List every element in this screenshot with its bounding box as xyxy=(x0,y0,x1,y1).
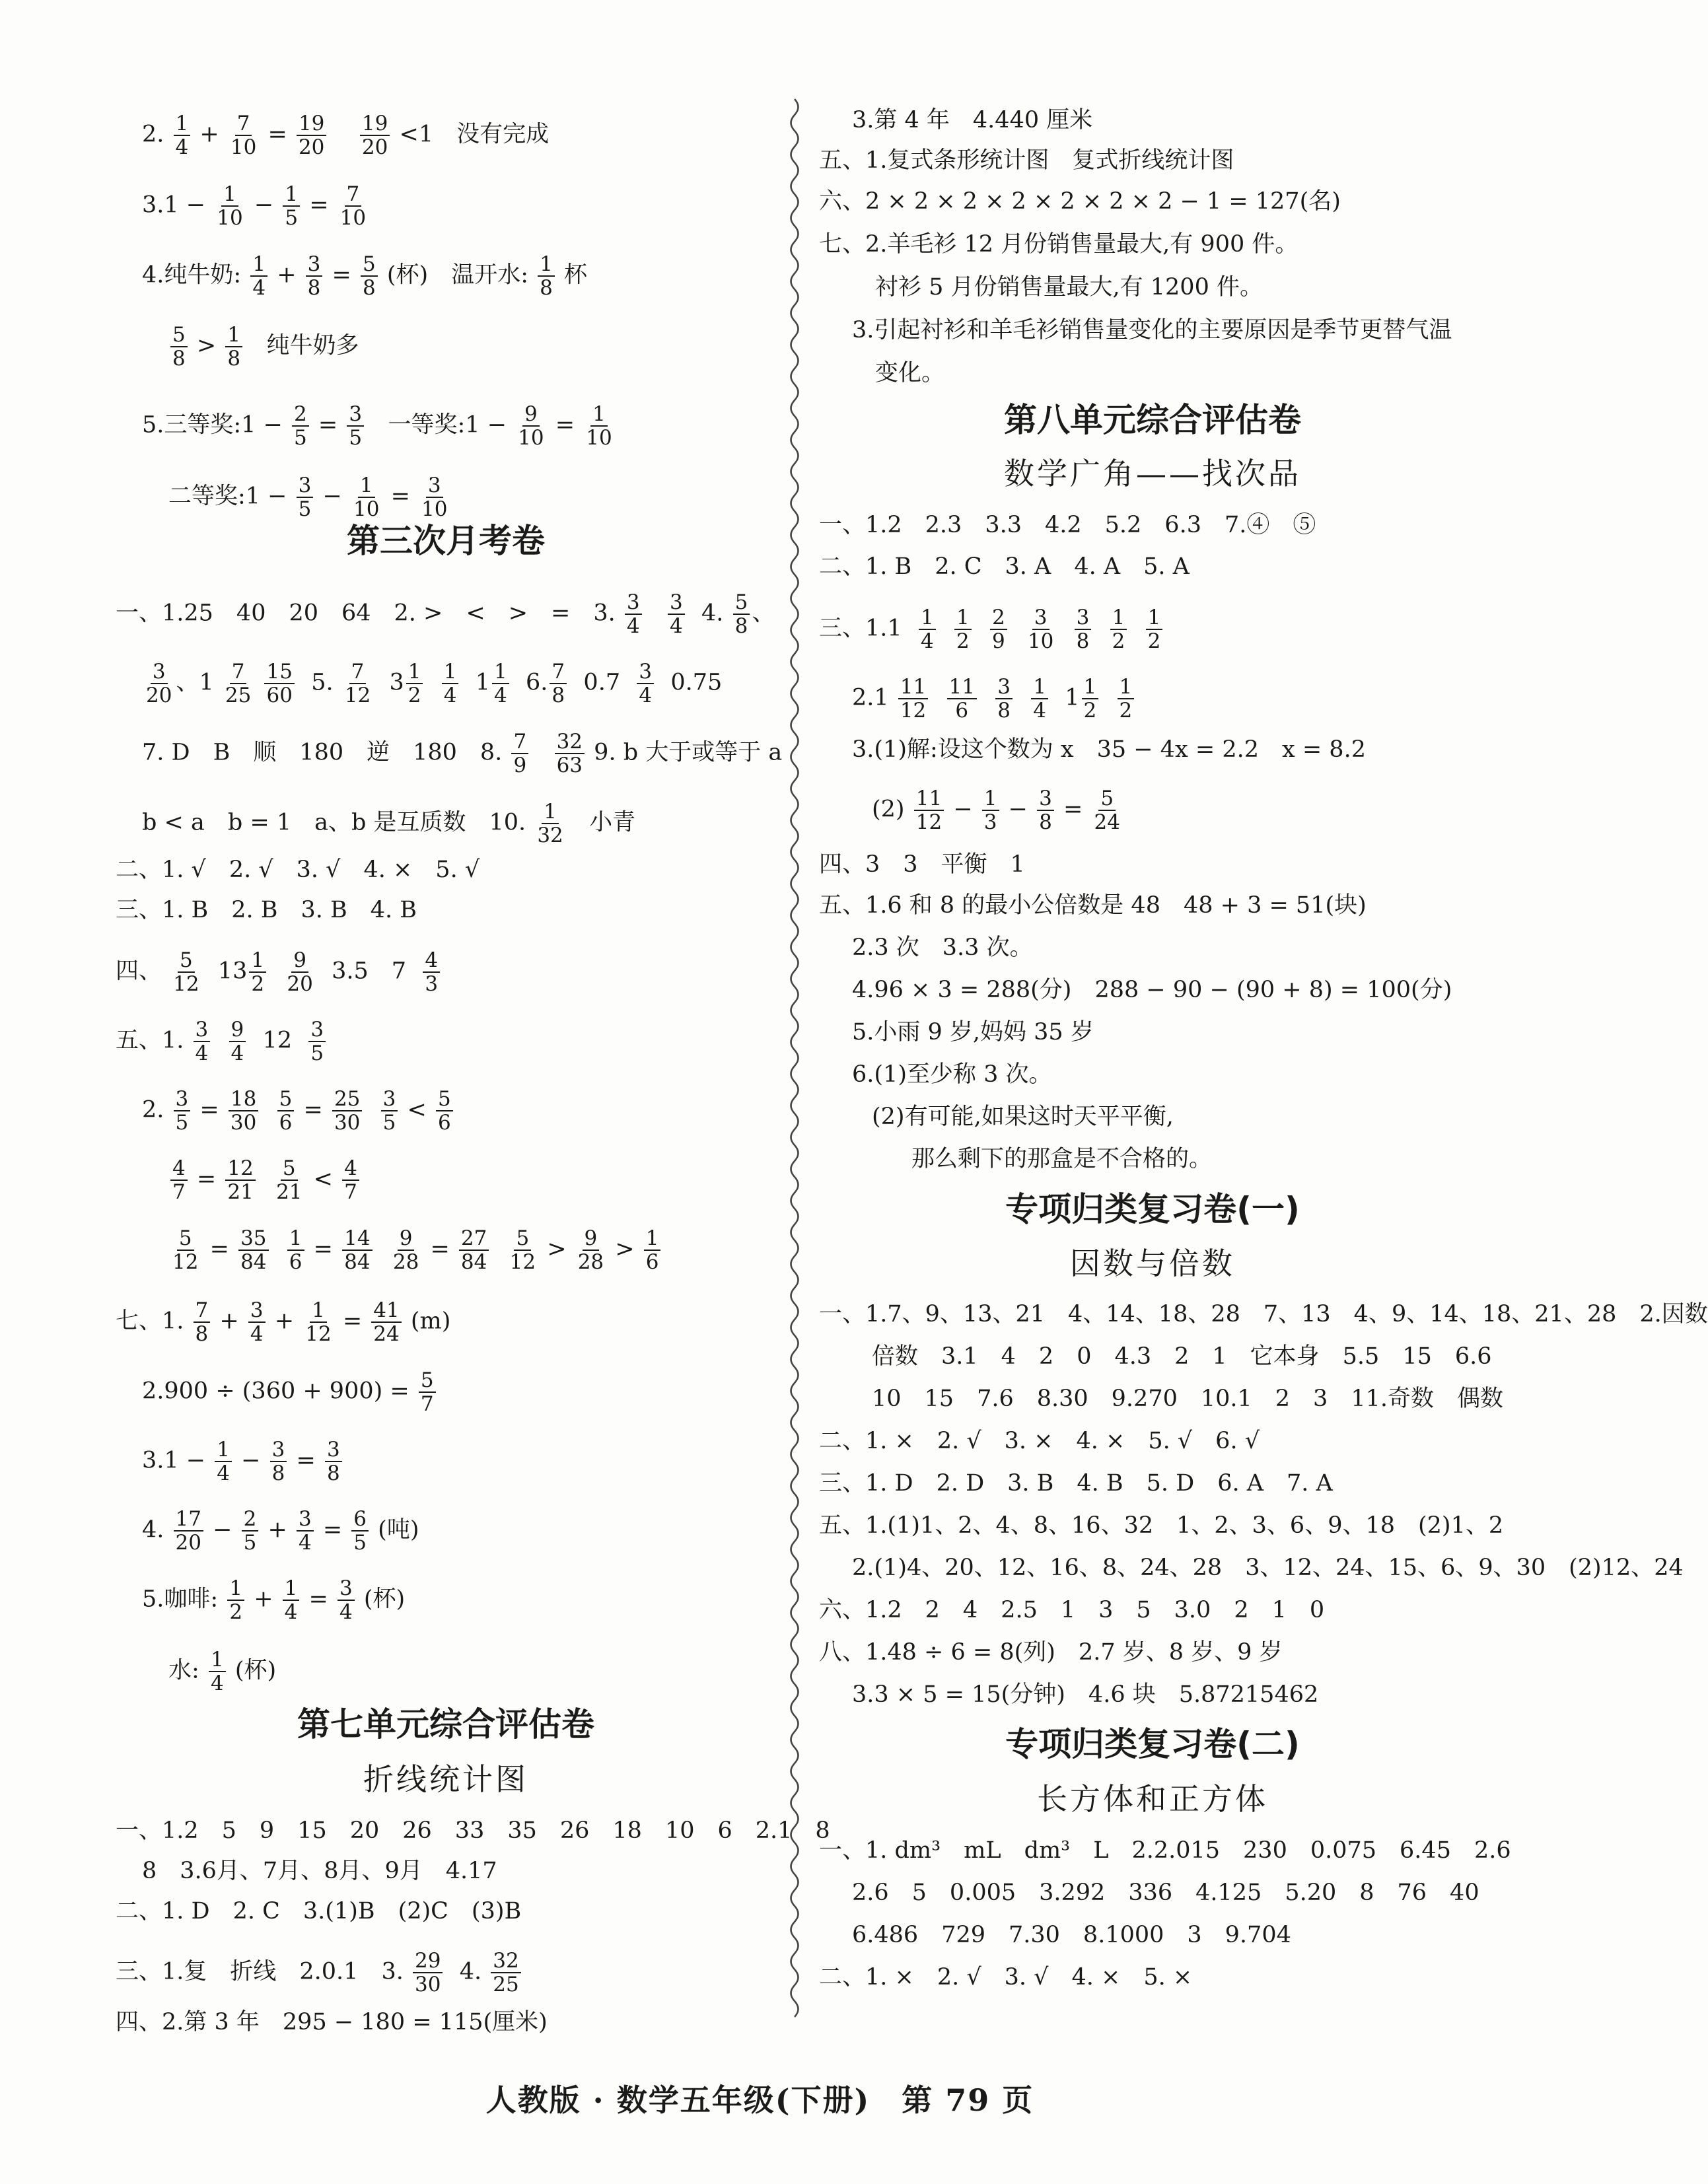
fraction: $\frac{3}{4}$ xyxy=(297,1508,314,1554)
fraction: $\frac{9}{20}$ xyxy=(287,948,313,996)
fraction: $\frac{3}{4}$ xyxy=(668,591,685,637)
answer-line: 二、1. × 2. √ 3. × 4. × 5. √ 6. √ xyxy=(819,1428,1260,1454)
fraction: $\frac{1}{4}$ xyxy=(442,660,459,707)
fraction: $\frac{7}{9}$ xyxy=(511,730,528,777)
fraction: $\frac{3}{5}$ xyxy=(347,403,364,449)
section-title: 第七单元综合评估卷 xyxy=(297,1705,594,1744)
answer-line: 二、1. × 2. √ 3. √ 4. × 5. × xyxy=(819,1964,1193,1990)
fraction: $\frac{1}{10}$ xyxy=(353,474,380,521)
answer-line: 3.引起衬衫和羊毛衫销售量变化的主要原因是季节更替气温 xyxy=(852,317,1452,343)
answer-line: 10 15 7.6 8.30 9.270 10.1 2 3 11.奇数 偶数 xyxy=(872,1386,1503,1412)
book-title: 人教版 · 数学五年级(下册) xyxy=(485,2082,871,2118)
fraction: $\frac{1}{4}$ xyxy=(919,606,936,652)
fraction: $\frac{5}{12}$ xyxy=(173,948,199,996)
answer-line: 衬衫 5 月份销售量最大,有 1200 件。 xyxy=(875,274,1263,300)
fraction: $\frac{1}{4}$ xyxy=(250,253,267,299)
answer-line: 3.3 × 5 = 15(分钟) 4.6 块 5.87215462 xyxy=(852,1681,1319,1708)
fraction: $\frac{1}{2}$ xyxy=(954,606,972,652)
fraction: $\frac{3}{8}$ xyxy=(1037,787,1054,833)
fraction: $\frac{1}{4}$ xyxy=(209,1648,226,1695)
fraction: $\frac{35}{84}$ xyxy=(238,1227,268,1273)
fraction: $\frac{3}{5}$ xyxy=(308,1018,326,1065)
fraction: $\frac{3}{4}$ xyxy=(194,1018,211,1065)
answer-line: 三、1. B 2. B 3. B 4. B xyxy=(116,897,417,923)
fraction: $\frac{11}{12}$ xyxy=(914,787,944,833)
fraction: $\frac{5}{12}$ xyxy=(172,1226,199,1274)
fraction: $\frac{1}{6}$ xyxy=(644,1227,661,1273)
answer-line: 5.咖啡: $\frac{1}{2}$ + $\frac{1}{4}$ = $\frac{3}{4}$ (杯) xyxy=(142,1576,406,1624)
fraction: $\frac{1}{4}$ xyxy=(1031,676,1048,722)
fraction: $\frac{3}{4}$ xyxy=(637,660,654,707)
fraction: $\frac{5}{8}$ xyxy=(170,324,188,370)
fraction: $\frac{3}{8}$ xyxy=(1075,606,1092,652)
fraction: $\frac{29}{30}$ xyxy=(413,1950,443,1996)
fraction: $\frac{2}{5}$ xyxy=(292,403,309,449)
fraction: $\frac{5}{8}$ xyxy=(361,253,378,299)
fraction: $\frac{7}{8}$ xyxy=(194,1299,211,1345)
fraction: $\frac{1}{2}$ xyxy=(1082,676,1099,722)
fraction: $\frac{3}{10}$ xyxy=(421,474,448,521)
answer-line: 七、1. $\frac{7}{8}$ + $\frac{3}{4}$ + $\frac{1}{12}$ = $\frac{41}{24}$ (m) xyxy=(116,1298,451,1346)
answer-line: 五、1.6 和 8 的最小公倍数是 48 48 + 3 = 51(块) xyxy=(819,892,1367,919)
fraction: $\frac{3}{20}$ xyxy=(146,660,172,707)
fraction: $\frac{19}{20}$ xyxy=(297,112,326,159)
fraction: $\frac{1}{8}$ xyxy=(538,253,555,299)
fraction: $\frac{5}{7}$ xyxy=(419,1369,436,1415)
fraction: $\frac{27}{84}$ xyxy=(459,1227,489,1273)
fraction: $\frac{7}{10}$ xyxy=(339,182,367,230)
fraction: $\frac{1}{6}$ xyxy=(287,1227,304,1273)
fraction: $\frac{11}{12}$ xyxy=(898,676,928,722)
answer-line: 2.1 $\frac{11}{12}$ $\frac{11}{6}$ $\frac{3}{8}$ $\frac{1}{4}$ 1 $\frac{1}{2}$ $\frac{1}{2}$ xyxy=(852,676,1136,709)
answer-line: 倍数 3.1 4 2 0 4.3 2 1 它本身 5.5 15 6.6 xyxy=(872,1343,1492,1370)
fraction: $\frac{19}{20}$ xyxy=(360,112,390,159)
fraction: $\frac{2}{5}$ xyxy=(242,1508,259,1554)
fraction: $\frac{11}{6}$ xyxy=(947,676,977,722)
answer-line: b < a b = 1 a、b 是互质数 10. $\frac{1}{32}$ 小青 xyxy=(142,800,636,847)
fraction: $\frac{12}{21}$ xyxy=(225,1157,255,1203)
answer-line: 三、1.1 $\frac{1}{4}$ $\frac{1}{2}$ $\frac{2}{9}$ $\frac{3}{10}$ $\frac{3}{8}$ $\frac{1}{2}$ $\frac{1}{2}$ xyxy=(819,606,1164,639)
answer-line: 6.(1)至少称 3 次。 xyxy=(852,1061,1052,1088)
answer-line: 三、1. D 2. D 3. B 4. B 5. D 6. A 7. A xyxy=(819,1470,1333,1497)
answer-line: $\frac{5}{8}$ > $\frac{1}{8}$ 纯牛奶多 xyxy=(168,324,359,357)
answer-line: 变化。 xyxy=(875,360,945,386)
answer-line: 4.纯牛奶: $\frac{1}{4}$ + $\frac{3}{8}$ = $\frac{5}{8}$ (杯) 温开水: $\frac{1}{8}$ 杯 xyxy=(142,252,588,300)
answer-line: 3.1 − $\frac{1}{10}$ − $\frac{1}{5}$ = $\frac{7}{10}$ xyxy=(142,183,370,216)
fraction: $\frac{7}{8}$ xyxy=(550,660,567,707)
answer-line: 一、1.25 40 20 64 2. > < > = 3. $\frac{3}{4}$ $\frac{3}{4}$ 4. $\frac{5}{8}$ 、 xyxy=(116,590,775,638)
answer-line: 3.(1)解:设这个数为 x 35 − 4x = 2.2 x = 8.2 xyxy=(852,736,1366,763)
answer-line: 2.(1)4、20、12、16、8、24、28 3、12、24、15、6、9、30 (2)12、24 xyxy=(852,1555,1684,1581)
fraction: $\frac{7}{10}$ xyxy=(230,112,257,159)
section-title: 第八单元综合评估卷 xyxy=(1004,401,1301,439)
fraction: $\frac{5}{6}$ xyxy=(436,1088,453,1134)
fraction: $\frac{1}{2}$ xyxy=(1118,676,1135,722)
fraction: $\frac{3}{8}$ xyxy=(306,253,323,299)
answer-line: 一、1. dm³ mL dm³ L 2.2.015 230 0.075 6.45 2.6 xyxy=(819,1837,1511,1864)
fraction: $\frac{5}{8}$ xyxy=(733,591,750,637)
answer-line: 7. D B 顺 180 逆 180 8. $\frac{7}{9}$ $\frac{32}{63}$ 9. b 大于或等于 a xyxy=(142,730,783,777)
fraction: $\frac{2}{9}$ xyxy=(990,606,1007,652)
section-subtitle: 因数与倍数 xyxy=(1070,1246,1235,1281)
fraction: $\frac{1}{4}$ xyxy=(215,1438,232,1485)
fraction: $\frac{1}{32}$ xyxy=(537,800,563,847)
answer-line: (2)有可能,如果这时天平平衡, xyxy=(872,1104,1174,1130)
answer-line: 二等奖:1 − $\frac{3}{5}$ − $\frac{1}{10}$ = $\frac{3}{10}$ xyxy=(168,474,452,507)
fraction: $\frac{1}{2}$ xyxy=(1146,606,1163,652)
answer-line: 一、1.2 5 9 15 20 26 33 35 26 18 10 6 2.1 8 xyxy=(116,1817,830,1844)
fraction: $\frac{9}{28}$ xyxy=(392,1226,419,1274)
fraction: $\frac{32}{63}$ xyxy=(555,730,585,777)
answer-line: 4.96 × 3 = 288(分) 288 − 90 − (90 + 8) = 100(分) xyxy=(852,977,1452,1003)
fraction: $\frac{1}{2}$ xyxy=(227,1577,244,1623)
fraction: $\frac{1}{2}$ xyxy=(406,660,423,707)
answer-line: 2.3 次 3.3 次。 xyxy=(852,934,1033,961)
fraction: $\frac{1}{2}$ xyxy=(1110,606,1127,652)
answer-line: 2.900 ÷ (360 + 900) = $\frac{5}{7}$ xyxy=(142,1369,438,1402)
answer-line: 四、2.第 3 年 295 − 180 = 115(厘米) xyxy=(116,2009,548,2035)
answer-line: 2.6 5 0.005 3.292 336 4.125 5.20 8 76 40 xyxy=(852,1880,1479,1906)
fraction: $\frac{1}{4}$ xyxy=(283,1577,300,1623)
answer-line: 2. $\frac{1}{4}$ + $\frac{7}{10}$ = $\frac{19}{20}$ $\frac{19}{20}$ <1 没有完成 xyxy=(142,112,550,159)
answer-line: 六、2 × 2 × 2 × 2 × 2 × 2 × 2 − 1 = 127(名) xyxy=(819,188,1341,215)
answer-line: 二、1. √ 2. √ 3. √ 4. × 5. √ xyxy=(116,857,480,883)
section-title: 专项归类复习卷(二) xyxy=(1005,1725,1300,1763)
answer-line: 四、 $\frac{5}{12}$ 13 $\frac{1}{2}$ $\frac{9}{20}$ 3.5 7 $\frac{4}{3}$ xyxy=(116,949,442,982)
answer-line: 三、1.复 折线 2.0.1 3. $\frac{29}{30}$ 4. $\frac{32}{25}$ xyxy=(116,1950,523,1983)
fraction: $\frac{9}{10}$ xyxy=(518,402,544,450)
section-title: 第三次月考卷 xyxy=(347,522,545,560)
section-subtitle: 折线统计图 xyxy=(363,1761,528,1797)
fraction: $\frac{1}{12}$ xyxy=(305,1298,332,1346)
answer-line: 六、1.2 2 4 2.5 1 3 5 3.0 2 1 0 xyxy=(819,1597,1325,1623)
fraction: $\frac{3}{4}$ xyxy=(248,1299,266,1345)
fraction: $\frac{41}{24}$ xyxy=(371,1299,401,1345)
fraction: $\frac{32}{25}$ xyxy=(491,1950,520,1996)
answer-line: 5.三等奖:1 − $\frac{2}{5}$ = $\frac{3}{5}$ 一等奖:1 − $\frac{9}{10}$ = $\frac{1}{10}$ xyxy=(142,403,616,436)
answer-line: $\frac{5}{12}$ = $\frac{35}{84}$ $\frac{1}{6}$ = $\frac{14}{84}$ $\frac{9}{28}$ = $\frac{27}{84}$ $\frac{5}{12}$ > $\frac{9}{28}$ > $\frac{1}{6}$ xyxy=(168,1227,662,1260)
fraction: $\frac{3}{5}$ xyxy=(297,474,314,520)
answer-line: 3.1 − $\frac{1}{4}$ − $\frac{3}{8}$ = $\frac{3}{8}$ xyxy=(142,1438,344,1471)
answer-line: 2. $\frac{3}{5}$ = $\frac{18}{30}$ $\frac{5}{6}$ = $\frac{25}{30}$ $\frac{3}{5}$ < $\frac{5}{6}$ xyxy=(142,1088,455,1121)
fraction: $\frac{3}{4}$ xyxy=(338,1577,355,1623)
fraction: $\frac{1}{5}$ xyxy=(283,183,300,229)
answer-line: 一、1.2 2.3 3.3 4.2 5.2 6.3 7.④ ⑤ xyxy=(819,512,1316,538)
answer-line: 那么剩下的那盒是不合格的。 xyxy=(911,1146,1213,1172)
answer-line: 5.小雨 9 岁,妈妈 35 岁 xyxy=(852,1019,1094,1045)
fraction: $\frac{4}{3}$ xyxy=(423,949,440,995)
fraction: $\frac{1}{8}$ xyxy=(225,324,242,370)
answer-line: 水: $\frac{1}{4}$ (杯) xyxy=(168,1648,277,1695)
fraction: $\frac{18}{30}$ xyxy=(229,1088,258,1134)
fraction: $\frac{1}{10}$ xyxy=(217,182,243,230)
item-number: 2. xyxy=(142,121,164,148)
fraction: $\frac{14}{84}$ xyxy=(342,1227,372,1273)
answer-line: 四、3 3 平衡 1 xyxy=(819,851,1025,878)
answer-line: 五、1.复式条形统计图 复式折线统计图 xyxy=(819,147,1234,174)
fraction: $\frac{4}{7}$ xyxy=(170,1157,188,1203)
fraction: $\frac{5}{21}$ xyxy=(276,1156,302,1204)
fraction: $\frac{7}{12}$ xyxy=(344,660,371,707)
fraction: $\frac{7}{25}$ xyxy=(225,660,252,707)
fraction: $\frac{3}{8}$ xyxy=(325,1438,342,1485)
fraction: $\frac{1}{2}$ xyxy=(249,949,266,995)
fraction: $\frac{1}{3}$ xyxy=(982,787,999,833)
fraction: $\frac{17}{20}$ xyxy=(174,1508,203,1554)
fraction: $\frac{3}{5}$ xyxy=(381,1088,398,1134)
fraction: $\frac{9}{4}$ xyxy=(229,1018,246,1065)
answer-line: 3.第 4 年 4.440 厘米 xyxy=(852,107,1093,133)
fraction: $\frac{25}{30}$ xyxy=(332,1088,362,1134)
fraction: $\frac{9}{28}$ xyxy=(577,1226,604,1274)
answer-line: 4. $\frac{17}{20}$ − $\frac{2}{5}$ + $\frac{3}{4}$ = $\frac{6}{5}$ (吨) xyxy=(142,1507,419,1555)
answer-line: 6.486 729 7.30 8.1000 3 9.704 xyxy=(852,1922,1291,1948)
fraction: $\frac{3}{5}$ xyxy=(174,1088,191,1134)
fraction: $\frac{5}{12}$ xyxy=(509,1226,536,1274)
section-subtitle: 数学广角——找次品 xyxy=(1004,456,1301,491)
fraction: $\frac{3}{8}$ xyxy=(995,676,1013,722)
answer-line: 二、1. B 2. C 3. A 4. A 5. A xyxy=(819,553,1190,580)
fraction: $\frac{3}{8}$ xyxy=(270,1438,287,1485)
answer-line: 五、1.(1)1、2、4、8、16、32 1、2、3、6、9、18 (2)1、2 xyxy=(819,1512,1504,1539)
fraction: $\frac{5}{24}$ xyxy=(1094,787,1120,834)
fraction: $\frac{3}{10}$ xyxy=(1027,606,1054,653)
answer-line: $\frac{4}{7}$ = $\frac{12}{21}$ $\frac{5}{21}$ < $\frac{4}{7}$ xyxy=(168,1157,361,1190)
answer-line: $\frac{3}{20}$ 、1 $\frac{7}{25}$ $\frac{15}{60}$ 5. $\frac{7}{12}$ 3 $\frac{1}{2}$ $\frac{1}{4}$ 1 $\frac{1}{4}$ 6. $\frac{7}{8}$ 0.7 $\frac{3}{4}$ 0.75 xyxy=(142,660,722,693)
fraction: $\frac{1}{4}$ xyxy=(174,112,191,159)
answer-line: 一、1.7、9、13、21 4、14、18、28 7、13 4、9、14、18、21、28 2.因数 xyxy=(819,1301,1708,1327)
fraction: $\frac{5}{6}$ xyxy=(277,1088,295,1134)
fraction: $\frac{6}{5}$ xyxy=(351,1508,369,1554)
answer-line: (2) $\frac{11}{12}$ − $\frac{1}{3}$ − $\frac{3}{8}$ = $\frac{5}{24}$ xyxy=(872,787,1124,820)
fraction: $\frac{1}{4}$ xyxy=(492,660,509,707)
fraction: $\frac{1}{10}$ xyxy=(586,402,612,450)
answer-line: 五、1. $\frac{3}{4}$ $\frac{9}{4}$ 12 $\frac{3}{5}$ xyxy=(116,1018,328,1051)
fraction: $\frac{4}{7}$ xyxy=(342,1157,359,1203)
section-title: 专项归类复习卷(一) xyxy=(1005,1190,1300,1228)
fraction: $\frac{3}{4}$ xyxy=(625,591,642,637)
section-subtitle: 长方体和正方体 xyxy=(1037,1781,1268,1817)
fraction: $\frac{15}{60}$ xyxy=(264,660,294,707)
page-number: 第 79 页 xyxy=(902,2082,1034,2118)
answer-line: 七、2.羊毛衫 12 月份销售量最大,有 900 件。 xyxy=(819,231,1299,258)
column-divider xyxy=(786,99,803,2014)
answer-line: 8 3.6月、7月、8月、9月 4.17 xyxy=(142,1858,497,1884)
answer-line: 二、1. D 2. C 3.(1)B (2)C (3)B xyxy=(116,1898,522,1924)
page-footer xyxy=(0,2080,1520,2120)
answer-line: 八、1.48 ÷ 6 = 8(列) 2.7 岁、8 岁、9 岁 xyxy=(819,1639,1283,1666)
